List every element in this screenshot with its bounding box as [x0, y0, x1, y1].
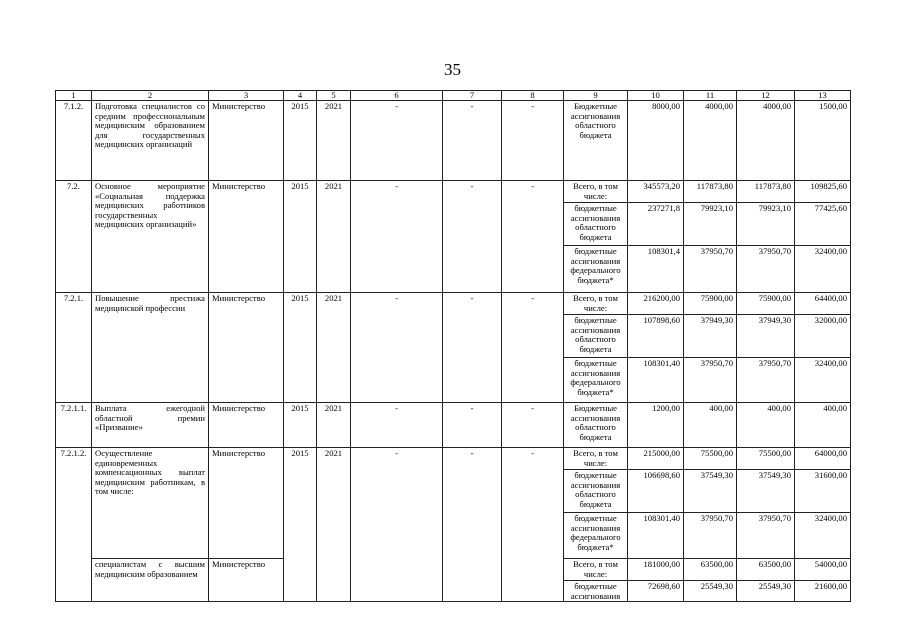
value-col10: 237271,8	[628, 203, 684, 246]
row-col7: -	[443, 101, 502, 181]
row-id: 7.1.2.	[56, 101, 92, 181]
value-col12: 4000,00	[737, 101, 795, 181]
table-row	[56, 403, 851, 448]
header-cell: 11	[684, 91, 737, 101]
budget-table	[55, 90, 851, 602]
table-row	[56, 293, 851, 315]
row-executor: Министерство	[209, 101, 284, 181]
row-col7: -	[443, 403, 502, 448]
value-col11: 117873,80	[684, 181, 737, 203]
value-col11: 79923,10	[684, 203, 737, 246]
value-col11: 37950,70	[684, 513, 737, 559]
value-col13: 109825,60	[795, 181, 851, 203]
row-name: Повышение престижа медицинской профессии	[92, 293, 209, 403]
value-col11: 37950,70	[684, 358, 737, 403]
value-col12: 400,00	[737, 403, 795, 448]
row-col8: -	[502, 293, 564, 403]
row-col7: -	[443, 181, 502, 293]
value-col10: 107898,60	[628, 315, 684, 358]
funding-source: бюджетные ассигнования областного бюджета	[564, 315, 628, 358]
value-col12: 25549,30	[737, 581, 795, 602]
row-id: 7.2.	[56, 181, 92, 293]
row-start: 2015	[284, 448, 317, 602]
value-col13: 1500,00	[795, 101, 851, 181]
header-cell: 7	[443, 91, 502, 101]
value-col13: 32400,00	[795, 246, 851, 293]
row-col8: -	[502, 448, 564, 602]
header-row	[56, 91, 851, 101]
row-executor: Министерство	[209, 293, 284, 403]
value-col12: 37950,70	[737, 246, 795, 293]
value-col10: 108301,40	[628, 358, 684, 403]
row-start: 2015	[284, 181, 317, 293]
value-col12: 75500,00	[737, 448, 795, 470]
row-executor: Министерство	[209, 559, 284, 602]
row-name: Основное мероприятие «Социальная поддержка медицинских работников государственных медицинских организаций»	[92, 181, 209, 293]
header-cell: 1	[56, 91, 92, 101]
row-end: 2021	[317, 101, 351, 181]
row-executor: Министерство	[209, 403, 284, 448]
value-col13: 21600,00	[795, 581, 851, 602]
value-col11: 37949,30	[684, 315, 737, 358]
value-col10: 345573,20	[628, 181, 684, 203]
header-cell: 5	[317, 91, 351, 101]
funding-source: бюджетные ассигнования федерального бюджета*	[564, 513, 628, 559]
value-col10: 72698,60	[628, 581, 684, 602]
row-col7: -	[443, 293, 502, 403]
funding-source: Всего, в том числе:	[564, 559, 628, 581]
value-col10: 1200,00	[628, 403, 684, 448]
row-start: 2015	[284, 293, 317, 403]
header-cell: 10	[628, 91, 684, 101]
table-row	[56, 101, 851, 181]
row-start: 2015	[284, 403, 317, 448]
header-cell: 13	[795, 91, 851, 101]
value-col10: 215000,00	[628, 448, 684, 470]
header-cell: 8	[502, 91, 564, 101]
value-col12: 37549,30	[737, 470, 795, 513]
row-col6: -	[351, 403, 443, 448]
row-executor: Министерство	[209, 448, 284, 559]
value-col10: 106698,60	[628, 470, 684, 513]
row-end: 2021	[317, 448, 351, 602]
funding-source: Всего, в том числе:	[564, 293, 628, 315]
value-col10: 216200,00	[628, 293, 684, 315]
row-col6: -	[351, 101, 443, 181]
row-sub-name: специалистам с высшим медицинским образованием	[92, 559, 209, 602]
value-col11: 25549,30	[684, 581, 737, 602]
value-col10: 108301,4	[628, 246, 684, 293]
row-start: 2015	[284, 101, 317, 181]
funding-source: бюджетные ассигнования	[564, 581, 628, 602]
value-col12: 63500,00	[737, 559, 795, 581]
funding-source: бюджетные ассигнования областного бюджета	[564, 203, 628, 246]
value-col10: 8000,00	[628, 101, 684, 181]
header-cell: 6	[351, 91, 443, 101]
value-col13: 32000,00	[795, 315, 851, 358]
row-executor: Министерство	[209, 181, 284, 293]
row-col6: -	[351, 181, 443, 293]
row-name: Осуществление единовременных компенсационных выплат медицинским работникам, в том числе:	[92, 448, 209, 559]
row-col6: -	[351, 293, 443, 403]
value-col13: 77425,60	[795, 203, 851, 246]
funding-source: бюджетные ассигнования федерального бюджета*	[564, 246, 628, 293]
value-col12: 117873,80	[737, 181, 795, 203]
header-cell: 4	[284, 91, 317, 101]
value-col13: 400,00	[795, 403, 851, 448]
row-col8: -	[502, 181, 564, 293]
funding-source: Всего, в том числе:	[564, 181, 628, 203]
funding-source: бюджетные ассигнования федерального бюджета*	[564, 358, 628, 403]
value-col11: 75900,00	[684, 293, 737, 315]
value-col11: 63500,00	[684, 559, 737, 581]
row-col8: -	[502, 403, 564, 448]
funding-source: бюджетные ассигнования областного бюджета	[564, 470, 628, 513]
value-col12: 75900,00	[737, 293, 795, 315]
row-id: 7.2.1.	[56, 293, 92, 403]
header-cell: 2	[92, 91, 209, 101]
row-col7: -	[443, 448, 502, 602]
value-col11: 75500,00	[684, 448, 737, 470]
row-col6: -	[351, 448, 443, 602]
value-col11: 4000,00	[684, 101, 737, 181]
row-id: 7.2.1.1.	[56, 403, 92, 448]
header-cell: 9	[564, 91, 628, 101]
value-col12: 37950,70	[737, 358, 795, 403]
value-col12: 79923,10	[737, 203, 795, 246]
value-col13: 31600,00	[795, 470, 851, 513]
value-col13: 64400,00	[795, 293, 851, 315]
value-col10: 108301,40	[628, 513, 684, 559]
header-cell: 12	[737, 91, 795, 101]
page-number: 35	[444, 60, 461, 79]
table-row	[56, 181, 851, 203]
value-col12: 37949,30	[737, 315, 795, 358]
row-end: 2021	[317, 181, 351, 293]
value-col13: 32400,00	[795, 513, 851, 559]
value-col13: 64000,00	[795, 448, 851, 470]
value-col11: 400,00	[684, 403, 737, 448]
value-col11: 37950,70	[684, 246, 737, 293]
row-col8: -	[502, 101, 564, 181]
row-end: 2021	[317, 403, 351, 448]
funding-source: Бюджетные ассигнования областного бюджета	[564, 101, 628, 181]
value-col13: 32400,00	[795, 358, 851, 403]
table-row	[56, 448, 851, 470]
value-col10: 181000,00	[628, 559, 684, 581]
value-col11: 37549,30	[684, 470, 737, 513]
header-cell: 3	[209, 91, 284, 101]
row-id: 7.2.1.2.	[56, 448, 92, 602]
funding-source: Бюджетные ассигнования областного бюджета	[564, 403, 628, 448]
funding-source: Всего, в том числе:	[564, 448, 628, 470]
value-col12: 37950,70	[737, 513, 795, 559]
row-name: Выплата ежегодной областной премии «Призвание»	[92, 403, 209, 448]
value-col13: 54000,00	[795, 559, 851, 581]
row-end: 2021	[317, 293, 351, 403]
row-name: Подготовка специалистов со средним профессиональным медицинским образованием для государственных медицинских организаций	[92, 101, 209, 181]
